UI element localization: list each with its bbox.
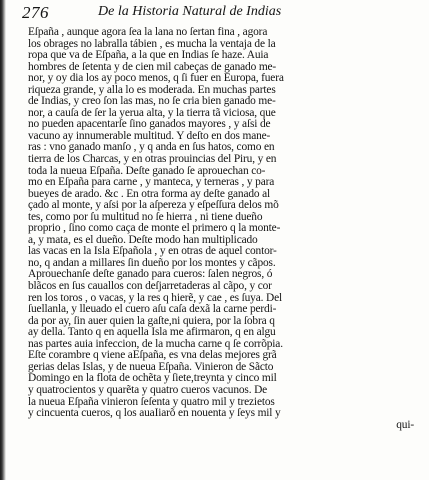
text-line: ropa que va de Eſpaña, a la que en Indias ſe haze. Auia [28, 50, 269, 62]
text-line: mo en Eſpaña para carne , y manteca, y terneras , y para [28, 177, 275, 189]
text-line: bueyes de arado. &c . En otra forma ay deſte ganado al [28, 188, 271, 200]
text-line: de Indias, y creo ſon las mas, no ſe cria bien ganado me- [28, 96, 276, 108]
text-line: y quatrocientos y quarẽta y quatro cueros vacunos. De [28, 384, 268, 396]
text-line: y cincuenta cueros, q los auaIiarõ en nouenta y ſeys mil y [28, 408, 281, 420]
text-line: blãcos en ſus cauallos con deſjarretaderas al cãpo, y cor [28, 281, 272, 293]
text-line: gerias delas Islas, y de nueua Eſpaña. Vinieron de Sãcto [28, 361, 274, 373]
text-line: la nueua Eſpaña vinieron ſeſenta y quatro mil y trezietos [28, 396, 275, 408]
text-line: nor, y oy dia los ay poco menos, q ſi fuer en Europa, fuera [28, 73, 284, 85]
text-line: tes, como por ſu multitud no ſe hierra , ni tiene dueño [28, 211, 263, 223]
text-line: los obrages no labralla tábien , es mucha la ventaja de la [28, 38, 276, 50]
text-line: a, y mata, es el dueño. Deſte modo han multiplicado [28, 234, 258, 246]
text-line: nas partes auia infeccion, de la mucha carne q ſe corrõpia. [28, 338, 283, 350]
text-line: nor, a cauſa de ſer la yerua alta, y la tierra tã viciosa, que [28, 107, 276, 119]
text-line: vacuno ay innumerable multitud. Y deſto en dos mane- [28, 130, 271, 142]
text-line: ay della. Tanto q en aquella Isla me afirmaron, q en algu [28, 327, 276, 339]
text-line: toda la nueua Eſpaña. Deſte ganado ſe aprouechan co- [28, 165, 266, 177]
text-line: Eſpaña , aunque agora ſea la lana no ſertan fina , agora [28, 27, 268, 38]
text-line: ren los toros , o vacas, y la res q hierẽ, y cae , es ſuya. Del [28, 292, 283, 304]
text-line: çado al monte, y aſsi por la aſpereza y eſpeſſura delos mõ [28, 200, 279, 212]
page-binding-edge [0, 0, 6, 480]
running-head: De la Historia Natural de Indias [98, 4, 282, 19]
page-number: 276 [22, 3, 49, 22]
page-header [22, 3, 417, 25]
body-text [28, 27, 416, 431]
text-line: ſuellanla, y lleuado el cuero aſu caſa dexã la carne perdi- [28, 304, 277, 316]
text-line: Domingo en la flota de ochẽta y ſiete,treynta y cinco mil [28, 373, 277, 385]
text-line: Eſte corambre q viene aEſpaña, es vna delas mejores grã [28, 350, 277, 362]
text-line: hombres de ſetenta y de cien mil cabeças de ganado me- [28, 61, 277, 73]
text-line: proprio , ſino como caça de monte el primero q la monte- [28, 223, 281, 235]
text-line: Aprouechanſe deſte ganado para cueros: ſalen negros, ó [28, 269, 273, 281]
catchword: qui- [396, 419, 414, 431]
text-line: no pueden apacentarſe ſino ganados mayores , y aſsi de [28, 119, 271, 131]
text-line: riqueza grande, y alla lo es moderada. En muchas partes [28, 84, 276, 96]
text-line: da por ay, ſin auer quien la gaſte,ni quiera, por la ſobra q [28, 315, 275, 327]
text-line: ras : vno ganado manſo , y q anda en ſus hatos, como en [28, 142, 275, 154]
text-line: no, q andan a millares ſin dueño por los montes y cãpos. [28, 257, 276, 269]
text-line: las vacas en la Isla Eſpañola , y en otras de aquel contor- [28, 246, 277, 258]
text-line: tierra de los Charcas, y en otras prouincias del Piru, y en [28, 154, 277, 166]
